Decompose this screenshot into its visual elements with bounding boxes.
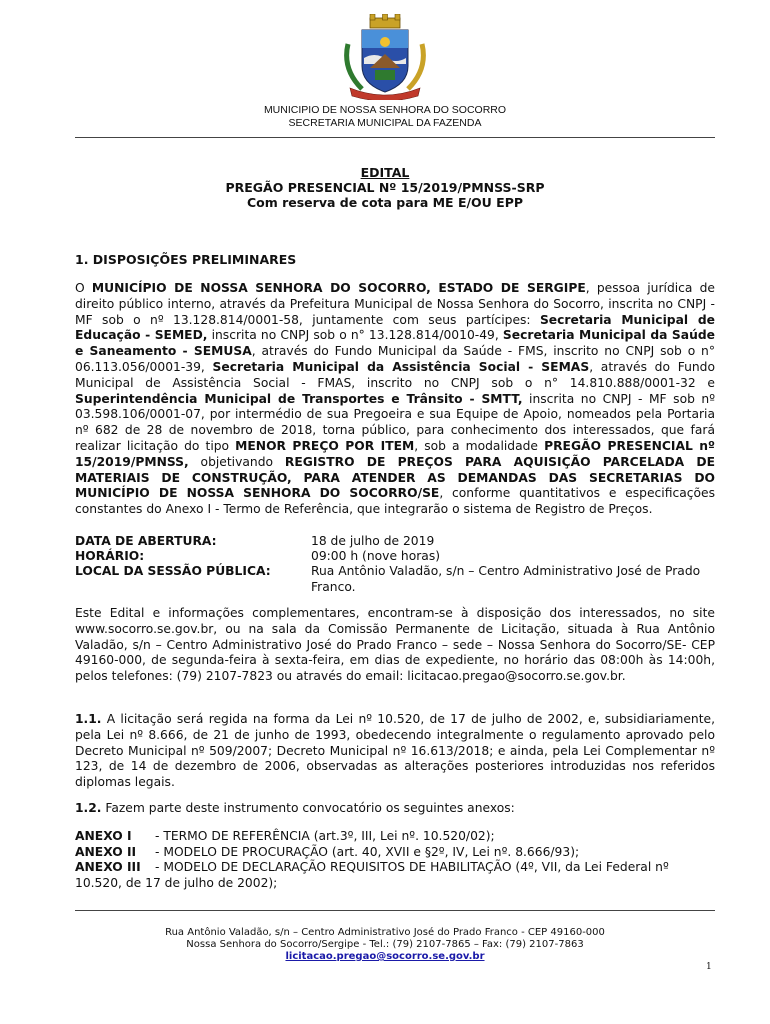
paragraph-1-2: 1.2. Fazem parte deste instrumento convocatório os seguintes anexos: — [75, 801, 515, 815]
reserva-subtitle: Com reserva de cota para ME E/OU EPP — [246, 195, 524, 210]
header-secretariat: SECRETARIA MUNICIPAL DA FAZENDA — [288, 117, 482, 129]
footer-divider — [75, 910, 715, 911]
annex-item: ANEXO II - MODELO DE PROCURAÇÃO (art. 40, XVII e §2º, IV, Lei nº. 8.666/93); — [75, 844, 580, 859]
bold-run: MUNICÍPIO DE NOSSA SENHORA DO SOCORRO, ESTADO DE SERGIPE — [91, 281, 586, 295]
bold-run: PREGÃO PRESENCIAL nº 15/2019/PMNSS, — [75, 438, 715, 469]
text-run: inscrita no CNPJ - MF sob nº 03.598.106/0001-07, por intermédio de sua Pregoeira e sua Equipe de Apoio, nomeados pela Portaria nº 682 de 28 de novembro de 2018, torna público, para conhecimento dos interessados, que fará realizar licitação do tipo — [75, 391, 716, 453]
bold-run: Superintendência Municipal de Transportes e Trânsito - SMTT, — [75, 391, 523, 406]
local-value: Rua Antônio Valadão, s/n – Centro Administrativo José de Prado Franco. — [311, 564, 701, 594]
text-run: , conforme quantitativos e especificações constantes do Anexo I - Termo de Referência, que integrarão o sistema de Registro de Preços. — [75, 486, 715, 517]
municipal-crest-icon — [340, 14, 430, 100]
header-municipality: MUNICIPIO DE NOSSA SENHORA DO SOCORRO — [263, 104, 507, 116]
text-run: , sob a modalidade — [414, 438, 545, 453]
edital-info-paragraph: Este Edital e informações complementares, encontram-se à disposição dos interessados, no site www.socorro.se.gov.br, ou na sala da Comissão Permanente de Licitação, situada à Rua Antônio Valadão, s/n – Centro Administrativo José do Prado Franco – sede – Nossa Senhora do Socorro/SE- CEP 49160-000, de segunda-feira à sexta-feira, em dias de expediente, no horário das 08:00h às 14:00h, pelos telefones: (79) 2107-7823 ou através do email: licitacao.pregao@socorro.se.gov.br. — [75, 606, 715, 684]
annex-list — [75, 829, 715, 891]
bold-run: REGISTRO DE PREÇOS PARA AQUISIÇÃO PARCELADA DE MATERIAIS DE CONSTRUÇÃO, PARA ATENDER AS DEMANDAS DAS SECRETARIAS DO MUNICÍPIO DE NOSSA SENHORA DO SOCORRO/SE — [75, 454, 715, 501]
section-heading: 1. DISPOSIÇÕES PRELIMINARES — [75, 252, 297, 267]
text-run: inscrita no CNPJ sob o n° 13.128.814/0010-49, — [207, 328, 503, 343]
abertura-label: DATA DE ABERTURA: — [75, 534, 217, 548]
text-run: , através do Fundo Municipal de Assistência Social - FMAS, inscrito no CNPJ sob o n° 14.810.888/0001-32 e — [75, 359, 716, 390]
footer-contacts: Nossa Senhora do Socorro/Sergipe - Tel.: (79) 2107-7865 – Fax: (79) 2107-7863 — [186, 939, 584, 950]
document-title: EDITAL — [360, 165, 410, 180]
bold-run: Secretaria Municipal da Saúde e Saneamento - SEMUSA — [75, 328, 715, 359]
footer-address: Rua Antônio Valadão, s/n – Centro Administrativo José do Prado Franco - CEP 49160-000 — [165, 927, 605, 938]
footer-email-link[interactable]: licitacao.pregao@socorro.se.gov.br — [285, 951, 485, 962]
paragraph-1-2-number: 1.2. — [75, 801, 102, 815]
horario-label: HORÁRIO: — [75, 549, 145, 563]
paragraph-1-1: 1.1. A licitação será regida na forma da Lei nº 10.520, de 17 de julho de 2002, e, subsidiariamente, pela Lei nº 8.666, de 21 de junho de 1993, obedecendo integralmente o regulamento aprovado pelo Decreto Municipal nº 509/2007; Decreto Municipal nº 16.613/2018; e ainda, pela Lei Complementar nº 123, de 14 de dezembro de 2006, observadas as alterações posteriores introduzidas nos referidos diplomas legais. — [75, 712, 715, 790]
footer-email-wrap — [0, 951, 770, 964]
pregao-title: PREGÃO PRESENCIAL Nº 15/2019/PMNSS-SRP — [225, 180, 545, 195]
text-run: O — [75, 281, 92, 295]
bold-run: Secretaria Municipal da Assistência Social - SEMAS — [212, 359, 590, 374]
horario-value: 09:00 h (nove horas) — [311, 549, 441, 563]
text-run: , através do Fundo Municipal da Saúde - FMS, inscrito no CNPJ sob o n° 06.113.056/0001-39, — [75, 344, 715, 374]
text-run: objetivando — [188, 454, 285, 469]
bold-run: Secretaria Municipal de Educação - SEMED, — [75, 312, 715, 343]
page-number: 1 — [706, 962, 712, 972]
paragraph-1-1-number: 1.1. — [75, 712, 102, 726]
annex-item: ANEXO III - MODELO DE DECLARAÇÃO REQUISITOS DE HABILITAÇÃO (4º, VII, da Lei Federal nº 10.520, de 17 de julho de 2002); — [75, 860, 669, 890]
preliminary-paragraph — [75, 281, 715, 518]
bold-run: MENOR PREÇO POR ITEM — [235, 438, 415, 453]
annex-item: ANEXO I - TERMO DE REFERÊNCIA (art.3º, III, Lei nº. 10.520/02); — [75, 829, 495, 843]
local-label: LOCAL DA SESSÃO PÚBLICA: — [75, 564, 271, 578]
abertura-value: 18 de julho de 2019 — [311, 534, 435, 548]
header-divider — [75, 137, 715, 138]
text-run: , pessoa jurídica de direito público interno, através da Prefeitura Municipal de Nossa Senhora do Socorro, inscrita no CNPJ - MF sob o nº 13.128.814/0001-58, juntamente com seus partícipes: — [75, 281, 716, 327]
